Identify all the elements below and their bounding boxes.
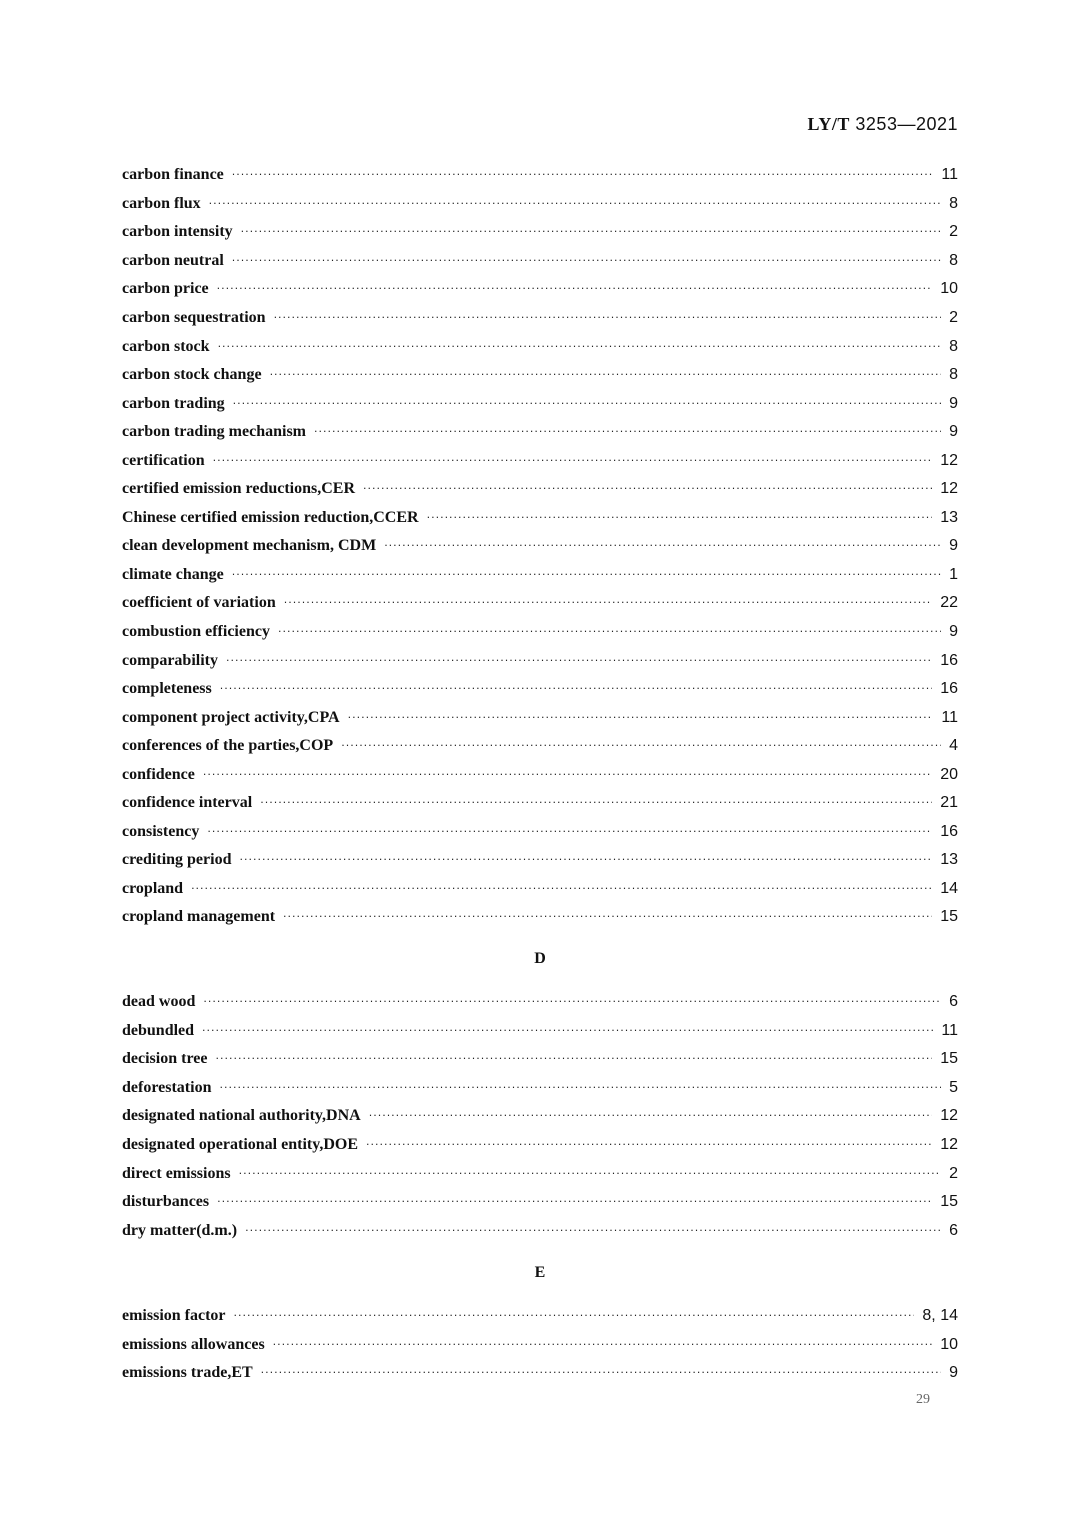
page-number: 29 — [916, 1392, 930, 1407]
index-section-c — [122, 161, 958, 932]
index-entry — [122, 1359, 958, 1388]
index-page-ref: 2 — [949, 1164, 958, 1182]
dot-leader — [314, 423, 941, 441]
index-page-ref: 22 — [940, 594, 958, 612]
index-term: combustion efficiency — [122, 623, 270, 641]
index-page-ref: 14 — [940, 879, 958, 897]
index-term: designated national authority,DNA — [122, 1107, 361, 1125]
dot-leader — [217, 1193, 932, 1211]
index-entry — [122, 504, 958, 533]
index-term: emissions allowances — [122, 1335, 265, 1353]
index-page-ref: 16 — [940, 822, 958, 840]
section-letter-d: D — [534, 950, 546, 967]
index-entry — [122, 1216, 958, 1245]
index-term: certification — [122, 451, 205, 469]
dot-leader — [203, 993, 941, 1011]
index-page-ref: 12 — [940, 451, 958, 469]
index-term: certified emission reductions,CER — [122, 480, 356, 498]
index-page-ref: 16 — [940, 680, 958, 698]
index-page-ref: 8 — [949, 337, 958, 355]
standard-code-header — [808, 114, 958, 135]
index-page-ref: 8 — [949, 194, 958, 212]
dot-leader — [274, 309, 942, 327]
index-term: emissions trade,ET — [122, 1364, 253, 1382]
index-term: deforestation — [122, 1078, 212, 1096]
index-page-ref: 11 — [941, 166, 958, 184]
dot-leader — [369, 1107, 933, 1125]
index-entry — [122, 475, 958, 504]
index-entry — [122, 389, 958, 418]
index-term: carbon trading — [122, 394, 225, 412]
index-term: carbon finance — [122, 166, 224, 184]
index-entry — [122, 789, 958, 818]
index-page-ref: 4 — [949, 737, 958, 755]
index-entry — [122, 304, 958, 333]
dot-leader — [213, 452, 933, 470]
index-entry — [122, 732, 958, 761]
dot-leader — [234, 1307, 915, 1325]
dot-leader — [215, 1050, 932, 1068]
index-page-ref: 13 — [940, 851, 958, 869]
index-entry — [122, 561, 958, 590]
index-term: emission factor — [122, 1307, 226, 1325]
index-term: completeness — [122, 680, 212, 698]
index-page-ref: 20 — [940, 765, 958, 783]
index-term: coefficient of variation — [122, 594, 276, 612]
index-page-ref: 11 — [941, 708, 958, 726]
index-page-ref: 5 — [949, 1078, 958, 1096]
index-term: decision tree — [122, 1050, 208, 1068]
dot-leader — [233, 395, 941, 413]
dot-leader — [284, 594, 932, 612]
index-term: clean development mechanism, CDM — [122, 537, 377, 555]
index-entry — [122, 1102, 958, 1131]
index-term: disturbances — [122, 1193, 210, 1211]
index-page-ref: 6 — [949, 1221, 958, 1239]
dot-leader — [363, 480, 932, 498]
index-entry — [122, 1074, 958, 1103]
dot-leader — [232, 166, 934, 184]
dot-leader — [217, 280, 933, 298]
dot-leader — [219, 1079, 941, 1097]
index-page-ref: 8, 14 — [922, 1307, 958, 1325]
dot-leader — [203, 766, 932, 784]
index-page-ref: 12 — [940, 480, 958, 498]
standard-prefix: LY/T — [807, 114, 850, 134]
index-term: comparability — [122, 651, 218, 669]
index-term: carbon sequestration — [122, 309, 266, 326]
index-term: confidence — [122, 765, 195, 783]
index-page-ref: 9 — [949, 423, 958, 441]
index-page-ref: 9 — [949, 394, 958, 412]
index-entry — [122, 818, 958, 847]
index-term: carbon intensity — [122, 223, 233, 241]
index-entry — [122, 675, 958, 704]
dot-leader — [232, 252, 941, 270]
dot-leader — [260, 794, 932, 812]
index-entry — [122, 446, 958, 475]
index-entry — [122, 1331, 958, 1360]
index-term: dry matter(d.m.) — [122, 1221, 238, 1239]
index-section-e — [122, 1302, 958, 1388]
index-term: cropland — [122, 879, 184, 897]
index-entry — [122, 589, 958, 618]
index-term: debundled — [122, 1021, 195, 1039]
index-page-ref: 9 — [949, 623, 958, 641]
index-page-ref: 2 — [949, 309, 958, 326]
index-entry — [122, 988, 958, 1017]
index-term: carbon flux — [122, 194, 201, 212]
index-page-ref: 10 — [940, 280, 958, 298]
index-entry — [122, 1159, 958, 1188]
index-entry — [122, 703, 958, 732]
index-entry — [122, 846, 958, 875]
index-page-ref: 12 — [940, 1136, 958, 1153]
index-entry — [122, 903, 958, 932]
index-entry — [122, 418, 958, 447]
index-page-ref: 6 — [949, 993, 958, 1011]
index-term: carbon stock change — [122, 366, 262, 384]
dot-leader — [241, 223, 941, 241]
dot-leader — [239, 851, 932, 869]
dot-leader — [191, 880, 932, 898]
index-term: crediting period — [122, 851, 232, 869]
index-term: direct emissions — [122, 1164, 231, 1182]
index-entry — [122, 875, 958, 904]
index-page-ref: 12 — [940, 1107, 958, 1125]
index-term: Chinese certified emission reduction,CCER — [122, 508, 419, 526]
index-entry — [122, 646, 958, 675]
index-term: designated operational entity,DOE — [122, 1136, 359, 1153]
index-term: component project activity,CPA — [122, 708, 340, 726]
dot-leader — [226, 652, 932, 670]
index-entry — [122, 532, 958, 561]
section-letter-e: E — [534, 1264, 546, 1281]
index-term: cropland management — [122, 908, 276, 926]
index-page-ref: 10 — [940, 1335, 958, 1353]
dot-leader — [261, 1364, 941, 1382]
dot-leader — [209, 195, 941, 213]
index-term: conferences of the parties,COP — [122, 737, 334, 755]
index-page-ref: 15 — [940, 908, 958, 926]
index-page-ref: 15 — [940, 1050, 958, 1068]
dot-leader — [207, 823, 932, 841]
index-entry — [122, 1302, 958, 1331]
index-entry — [122, 247, 958, 276]
index-page-ref: 21 — [940, 794, 958, 812]
dot-leader — [366, 1136, 932, 1154]
index-term: carbon price — [122, 280, 209, 298]
dot-leader — [232, 566, 941, 584]
index-entry — [122, 332, 958, 361]
dot-leader — [341, 737, 941, 755]
index-term: carbon trading mechanism — [122, 423, 306, 441]
index-entry — [122, 161, 958, 190]
index-page-ref: 9 — [949, 1364, 958, 1382]
index-page-ref: 9 — [949, 537, 958, 555]
dot-leader — [348, 709, 934, 727]
index-term: climate change — [122, 565, 224, 583]
index-entry — [122, 275, 958, 304]
dot-leader — [270, 366, 942, 384]
dot-leader — [239, 1165, 942, 1183]
index-entry — [122, 1017, 958, 1046]
dot-leader — [427, 509, 933, 527]
index-page-ref: 8 — [949, 366, 958, 384]
index-page-ref: 11 — [941, 1021, 958, 1039]
index-entry — [122, 190, 958, 219]
dot-leader — [218, 338, 942, 356]
index-section-d — [122, 988, 958, 1245]
index-entry — [122, 618, 958, 647]
index-entry — [122, 218, 958, 247]
dot-leader — [384, 537, 941, 555]
index-term: dead wood — [122, 993, 196, 1011]
standard-number: 3253—2021 — [855, 114, 958, 134]
index-page-ref: 1 — [949, 565, 958, 583]
dot-leader — [273, 1336, 933, 1354]
index-page-ref: 15 — [940, 1193, 958, 1211]
dot-leader — [283, 908, 932, 926]
index-page-ref: 2 — [949, 223, 958, 241]
index-entry — [122, 760, 958, 789]
index-page-ref: 8 — [949, 251, 958, 269]
dot-leader — [245, 1222, 941, 1240]
index-term: carbon stock — [122, 337, 210, 355]
index-entry — [122, 1045, 958, 1074]
index-term: carbon neutral — [122, 251, 224, 269]
index-term: consistency — [122, 822, 200, 840]
dot-leader — [220, 680, 932, 698]
index-entry — [122, 1188, 958, 1217]
index-term: confidence interval — [122, 794, 253, 812]
index-entry — [122, 1131, 958, 1160]
index-page-ref: 16 — [940, 651, 958, 669]
dot-leader — [278, 623, 941, 641]
index-page-ref: 13 — [940, 508, 958, 526]
dot-leader — [202, 1022, 933, 1040]
index-entry — [122, 361, 958, 390]
